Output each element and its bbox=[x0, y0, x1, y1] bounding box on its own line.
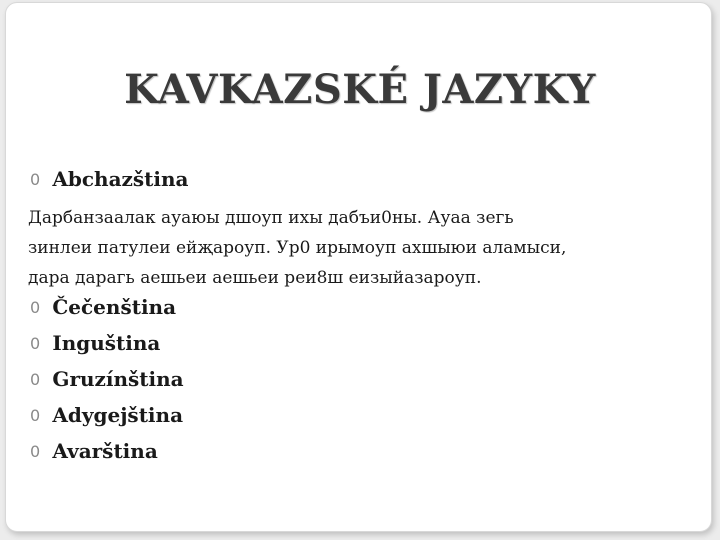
paragraph-line: дара дарагь аешьеи аешьеи реи8ш еизыйазароуп. bbox=[28, 268, 482, 288]
abkhaz-paragraph bbox=[28, 203, 698, 293]
list-item-label: Abchazština bbox=[52, 167, 189, 191]
list-item-label: Avarština bbox=[52, 439, 158, 463]
bullet-marker: 0 bbox=[30, 298, 41, 317]
paragraph-line: Дарбанзаалак ауаюы дшоуп ихы дабъи0ны. Ауаа зегь bbox=[28, 208, 514, 228]
list-item-ingustina bbox=[30, 331, 160, 355]
list-item-abchazstina bbox=[30, 167, 189, 191]
list-item-gruzinstina bbox=[30, 367, 184, 391]
list-item-label: Gruzínština bbox=[52, 367, 184, 391]
list-item-label: Adygejština bbox=[52, 403, 184, 427]
bullet-marker: 0 bbox=[30, 442, 41, 461]
list-item-label: Čečenština bbox=[52, 295, 177, 319]
list-item-avarstina bbox=[30, 439, 158, 463]
bullet-marker: 0 bbox=[30, 370, 41, 389]
list-item-cecenstina bbox=[30, 295, 176, 319]
list-item-label: Inguština bbox=[52, 331, 161, 355]
bullet-marker: 0 bbox=[30, 170, 41, 189]
bullet-marker: 0 bbox=[30, 334, 41, 353]
bullet-marker: 0 bbox=[30, 406, 41, 425]
paragraph-line: зинлеи патулеи ейҗароуп. Ур0 ирымоуп ахшыюи аламыси, bbox=[28, 238, 567, 258]
slide-title: KAVKAZSKÉ JAZYKY bbox=[124, 66, 596, 113]
list-item-adygejstina bbox=[30, 403, 183, 427]
